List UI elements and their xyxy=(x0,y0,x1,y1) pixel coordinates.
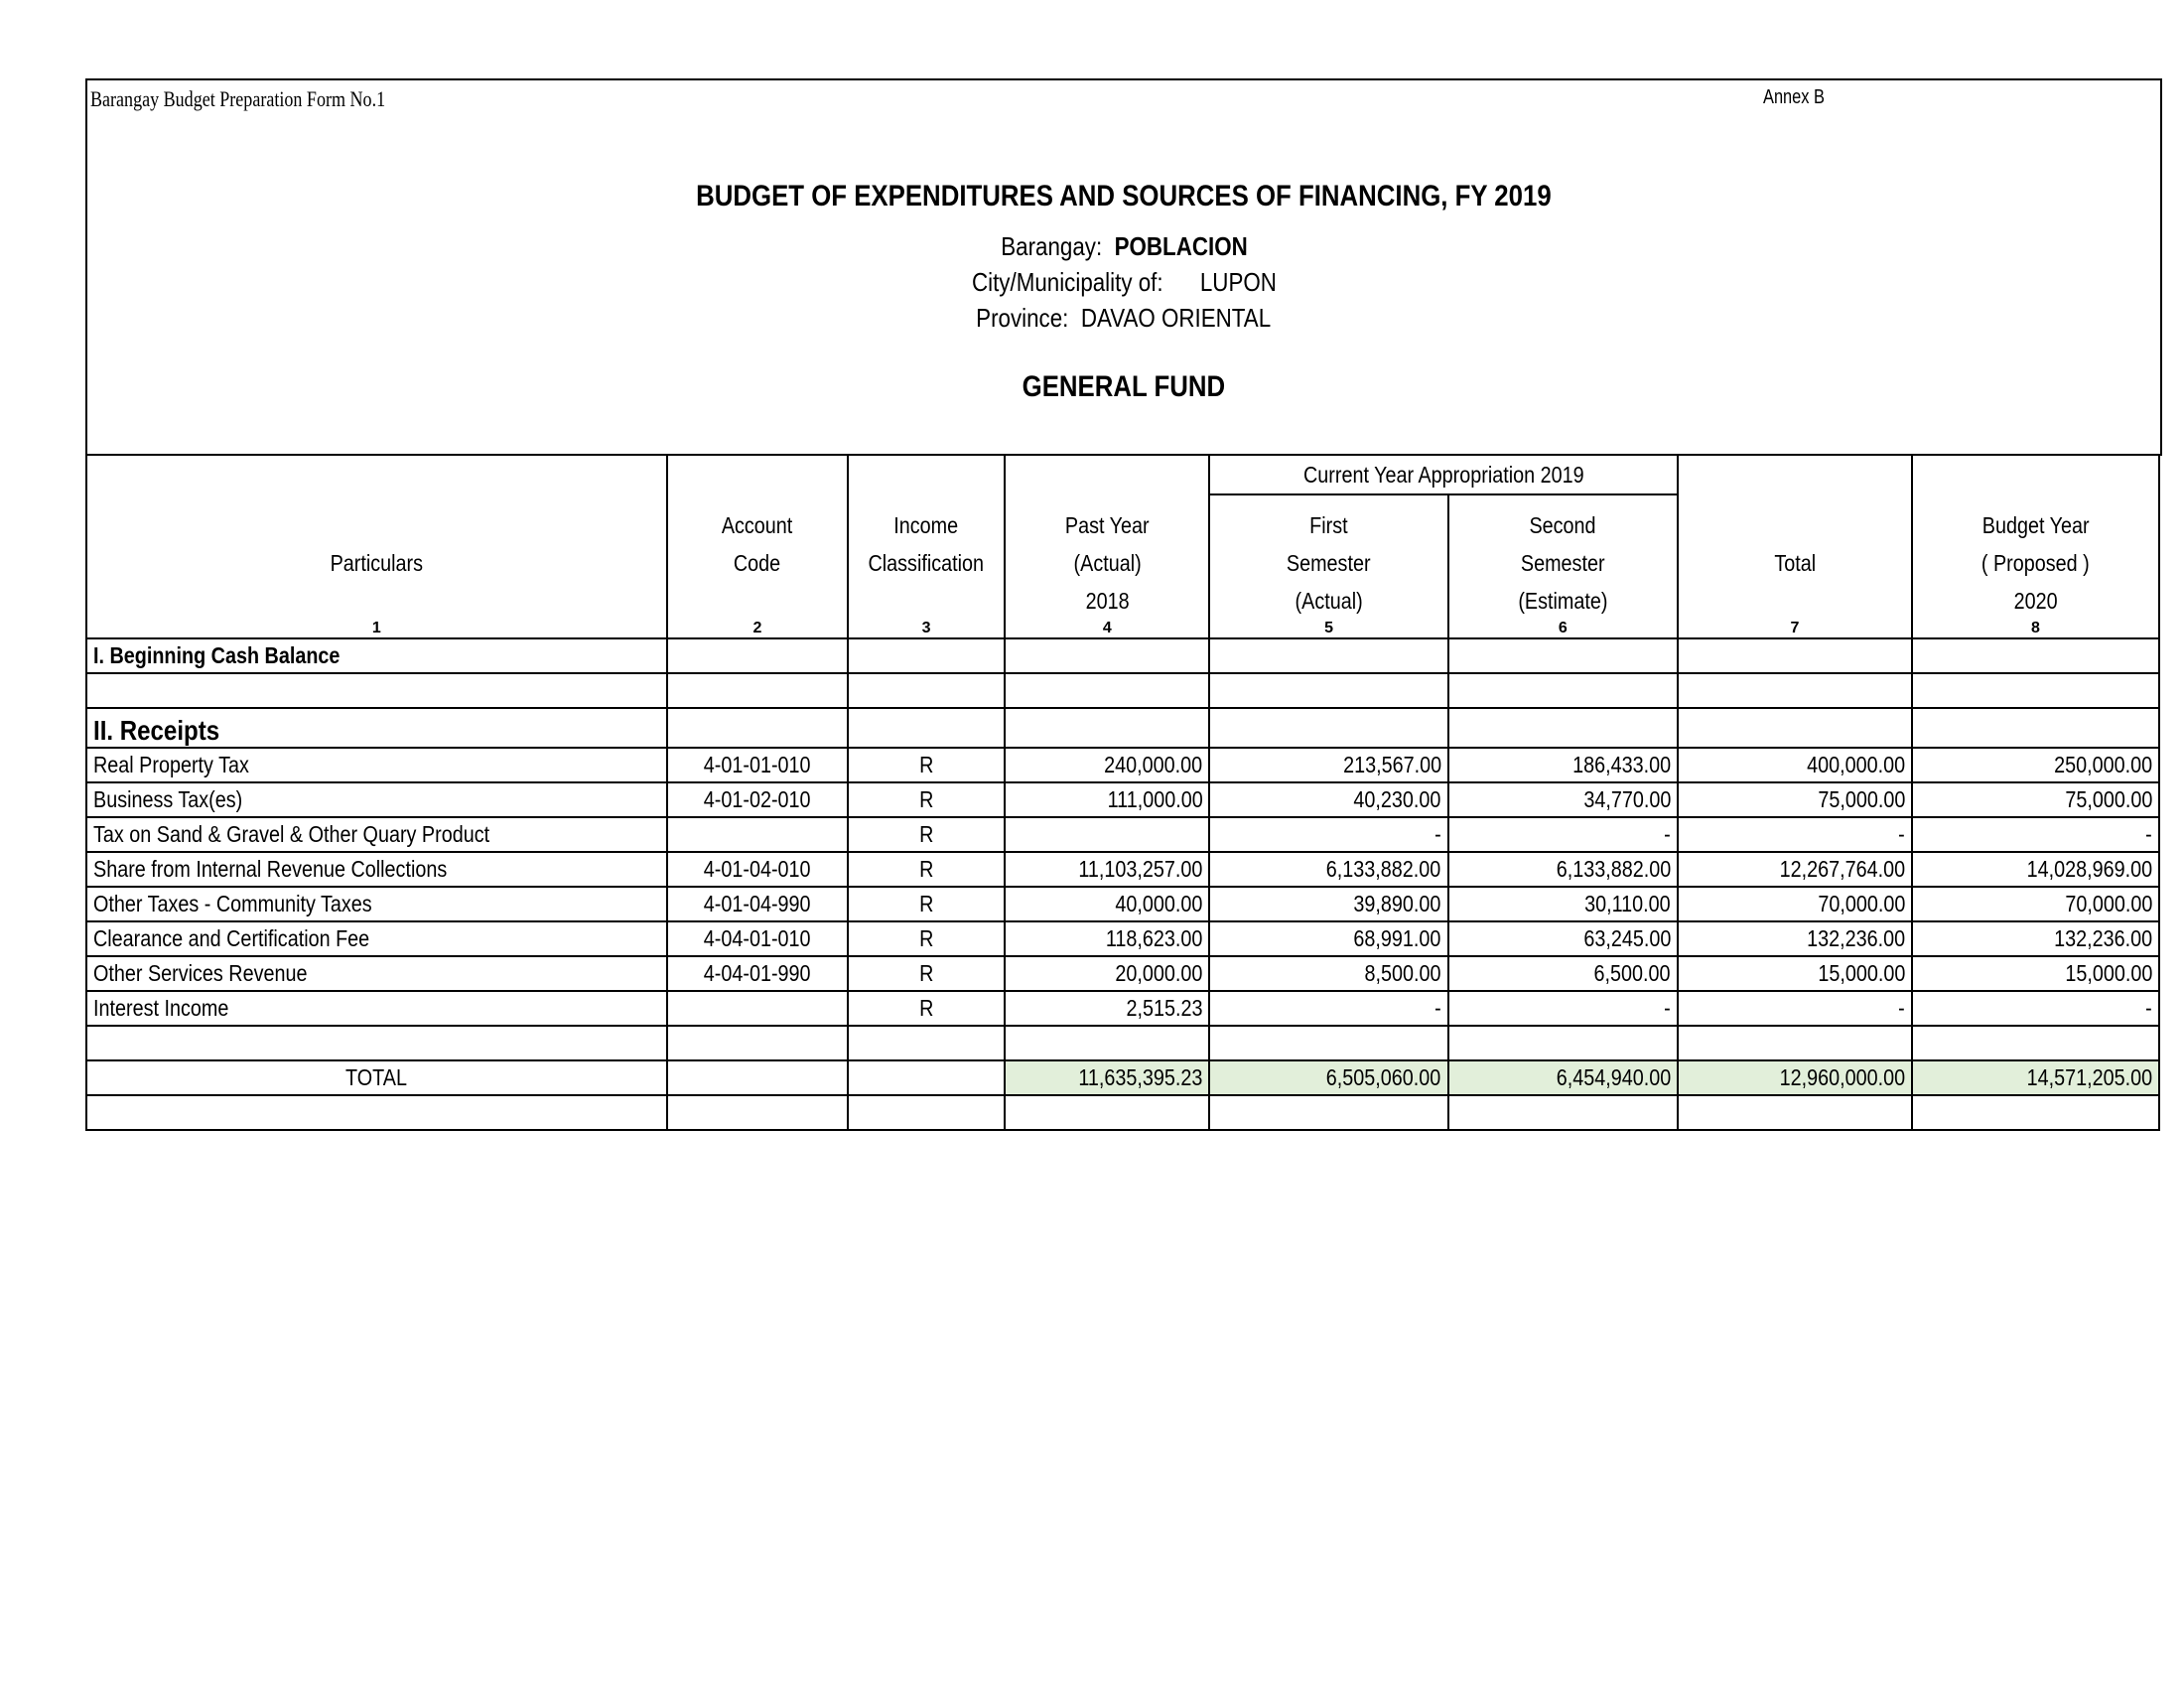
row-second: 6,500.00 xyxy=(1593,960,1671,986)
table-row xyxy=(86,782,2159,817)
row-total: - xyxy=(1898,995,1905,1021)
row-budget: 75,000.00 xyxy=(2064,786,2152,812)
row-budget: - xyxy=(2145,995,2152,1021)
row-first: 8,500.00 xyxy=(1364,960,1441,986)
total-first: 6,505,060.00 xyxy=(1326,1064,1441,1090)
total-budget: 14,571,205.00 xyxy=(2026,1064,2152,1090)
header-row-1 xyxy=(86,455,2159,494)
row-budget: 14,028,969.00 xyxy=(2026,856,2152,882)
table-row xyxy=(86,748,2159,782)
row-second: 63,245.00 xyxy=(1582,925,1671,951)
row-budget: 250,000.00 xyxy=(2053,752,2152,777)
table-row xyxy=(86,817,2159,852)
row-class: R xyxy=(918,786,934,812)
section-beginning-cash-row xyxy=(86,638,2159,673)
section-receipts xyxy=(86,708,667,748)
col-num-8: 8 xyxy=(2031,620,2040,636)
table-row xyxy=(86,956,2159,991)
header-first-1: First xyxy=(1309,512,1348,538)
row-budget: 132,236.00 xyxy=(2053,925,2152,951)
header-current-year xyxy=(1209,455,1677,494)
budget-form-sheet xyxy=(85,78,2160,1171)
header-current-year-text: Current Year Appropriation 2019 xyxy=(1302,462,1584,488)
row-total: 12,267,764.00 xyxy=(1779,856,1905,882)
row-second: 186,433.00 xyxy=(1571,752,1671,777)
province-label: Province: xyxy=(976,303,1069,333)
header-second-3: (Estimate) xyxy=(1518,588,1608,614)
blank-row xyxy=(86,673,2159,708)
table-row xyxy=(86,991,2159,1026)
fund-title-text: GENERAL FUND xyxy=(1022,370,1226,403)
section-beginning-cash xyxy=(86,638,667,673)
form-header xyxy=(85,78,2162,456)
header-income-1: Income xyxy=(893,512,959,538)
row-particulars: Interest Income xyxy=(93,995,229,1021)
row-second: 30,110.00 xyxy=(1584,891,1671,916)
total-second: 6,454,940.00 xyxy=(1556,1064,1671,1090)
header-total-text: Total xyxy=(1774,550,1816,576)
row-code: 4-04-01-990 xyxy=(704,960,811,986)
header-account-code-2: Code xyxy=(734,550,781,576)
row-total: 70,000.00 xyxy=(1817,891,1905,916)
header-budget-3: 2020 xyxy=(2013,588,2058,614)
header-income-class xyxy=(848,455,1005,638)
header-second-1: Second xyxy=(1529,512,1596,538)
row-particulars: Business Tax(es) xyxy=(93,786,243,812)
section-receipts-row xyxy=(86,708,2159,748)
row-code: 4-04-01-010 xyxy=(704,925,811,951)
row-first: 40,230.00 xyxy=(1353,786,1441,812)
row-code: 4-01-01-010 xyxy=(704,752,811,777)
table-row xyxy=(86,887,2159,921)
row-class: R xyxy=(918,752,934,777)
row-first: - xyxy=(1434,995,1441,1021)
fund-title xyxy=(87,370,2160,404)
blank-row xyxy=(86,1095,2159,1130)
row-first: 6,133,882.00 xyxy=(1326,856,1441,882)
col-num-6: 6 xyxy=(1558,620,1568,636)
col-num-1: 1 xyxy=(371,620,381,636)
row-particulars: Clearance and Certification Fee xyxy=(93,925,370,951)
col-num-5: 5 xyxy=(1324,620,1334,636)
row-total: - xyxy=(1898,821,1905,847)
header-total xyxy=(1678,455,1912,638)
row-code: 4-01-04-990 xyxy=(704,891,811,916)
header-second-2: Semester xyxy=(1520,550,1605,576)
total-row xyxy=(86,1060,2159,1095)
row-class: R xyxy=(918,856,934,882)
row-first: 213,567.00 xyxy=(1342,752,1441,777)
row-particulars: Real Property Tax xyxy=(93,752,249,777)
row-particulars: Tax on Sand & Gravel & Other Quary Product xyxy=(93,821,490,847)
table-row xyxy=(86,921,2159,956)
total-total: 12,960,000.00 xyxy=(1779,1064,1905,1090)
col-num-4: 4 xyxy=(1102,620,1112,636)
col-num-3: 3 xyxy=(921,620,931,636)
row-code: 4-01-04-010 xyxy=(704,856,811,882)
header-past-year xyxy=(1005,455,1209,638)
row-first: 68,991.00 xyxy=(1353,925,1441,951)
header-income-2: Classification xyxy=(868,550,985,576)
row-class: R xyxy=(918,995,934,1021)
row-past: 20,000.00 xyxy=(1115,960,1203,986)
city-value: LUPON xyxy=(1199,267,1277,297)
city-label: City/Municipality of: xyxy=(971,267,1163,297)
header-particulars xyxy=(86,455,667,638)
province-line xyxy=(87,303,2160,334)
row-second: 6,133,882.00 xyxy=(1556,856,1671,882)
header-account-code-1: Account xyxy=(722,512,793,538)
total-past: 11,635,395.23 xyxy=(1078,1064,1203,1090)
row-first: - xyxy=(1434,821,1441,847)
header-account-code xyxy=(667,455,848,638)
row-particulars: Other Services Revenue xyxy=(93,960,308,986)
row-past: 118,623.00 xyxy=(1105,925,1203,951)
header-particulars-text: Particulars xyxy=(330,550,424,576)
row-total: 75,000.00 xyxy=(1817,786,1905,812)
header-budget-2: ( Proposed ) xyxy=(1981,550,2090,576)
row-first: 39,890.00 xyxy=(1353,891,1441,916)
section-receipts-text: II. Receipts xyxy=(93,715,220,746)
row-class: R xyxy=(918,925,934,951)
row-total: 132,236.00 xyxy=(1806,925,1905,951)
row-total: 15,000.00 xyxy=(1817,960,1905,986)
row-class: R xyxy=(918,960,934,986)
row-total: 400,000.00 xyxy=(1806,752,1905,777)
header-budget-1: Budget Year xyxy=(1981,512,2090,538)
row-particulars: Other Taxes - Community Taxes xyxy=(93,891,372,916)
barangay-line xyxy=(87,231,2160,262)
col-num-7: 7 xyxy=(1790,620,1800,636)
row-budget: 70,000.00 xyxy=(2064,891,2152,916)
row-budget: 15,000.00 xyxy=(2064,960,2152,986)
total-label: TOTAL xyxy=(345,1064,408,1090)
row-budget: - xyxy=(2145,821,2152,847)
row-past: 111,000.00 xyxy=(1107,786,1203,812)
section-beginning-cash-text: I. Beginning Cash Balance xyxy=(93,642,341,668)
col-num-2: 2 xyxy=(752,620,762,636)
row-class: R xyxy=(918,891,934,916)
header-past-1: Past Year xyxy=(1064,512,1150,538)
row-second: - xyxy=(1664,995,1671,1021)
city-line xyxy=(87,267,2160,298)
row-class: R xyxy=(918,821,934,847)
province-value: DAVAO ORIENTAL xyxy=(1081,303,1272,333)
barangay-label: Barangay: xyxy=(1000,231,1102,261)
blank-row xyxy=(86,1026,2159,1060)
form-title xyxy=(87,180,2160,213)
row-past: 2,515.23 xyxy=(1126,995,1203,1021)
header-budget-year xyxy=(1912,455,2159,638)
form-title-text: BUDGET OF EXPENDITURES AND SOURCES OF FINANCING, FY 2019 xyxy=(696,180,1552,212)
header-first-semester xyxy=(1209,494,1447,638)
row-second: - xyxy=(1664,821,1671,847)
row-past: 240,000.00 xyxy=(1104,752,1203,777)
row-past: 40,000.00 xyxy=(1115,891,1203,916)
table-row xyxy=(86,852,2159,887)
header-second-semester xyxy=(1448,494,1678,638)
annex-label: Annex B xyxy=(1763,86,1825,108)
form-number: Barangay Budget Preparation Form No.1 xyxy=(90,86,386,111)
row-code: 4-01-02-010 xyxy=(704,786,811,812)
row-past: 11,103,257.00 xyxy=(1078,856,1203,882)
row-second: 34,770.00 xyxy=(1582,786,1671,812)
header-first-3: (Actual) xyxy=(1295,588,1363,614)
barangay-value: POBLACION xyxy=(1114,231,1248,261)
header-past-3: 2018 xyxy=(1085,588,1130,614)
header-past-2: (Actual) xyxy=(1073,550,1142,576)
header-first-2: Semester xyxy=(1287,550,1371,576)
row-particulars: Share from Internal Revenue Collections xyxy=(93,856,448,882)
budget-table xyxy=(85,454,2160,1131)
